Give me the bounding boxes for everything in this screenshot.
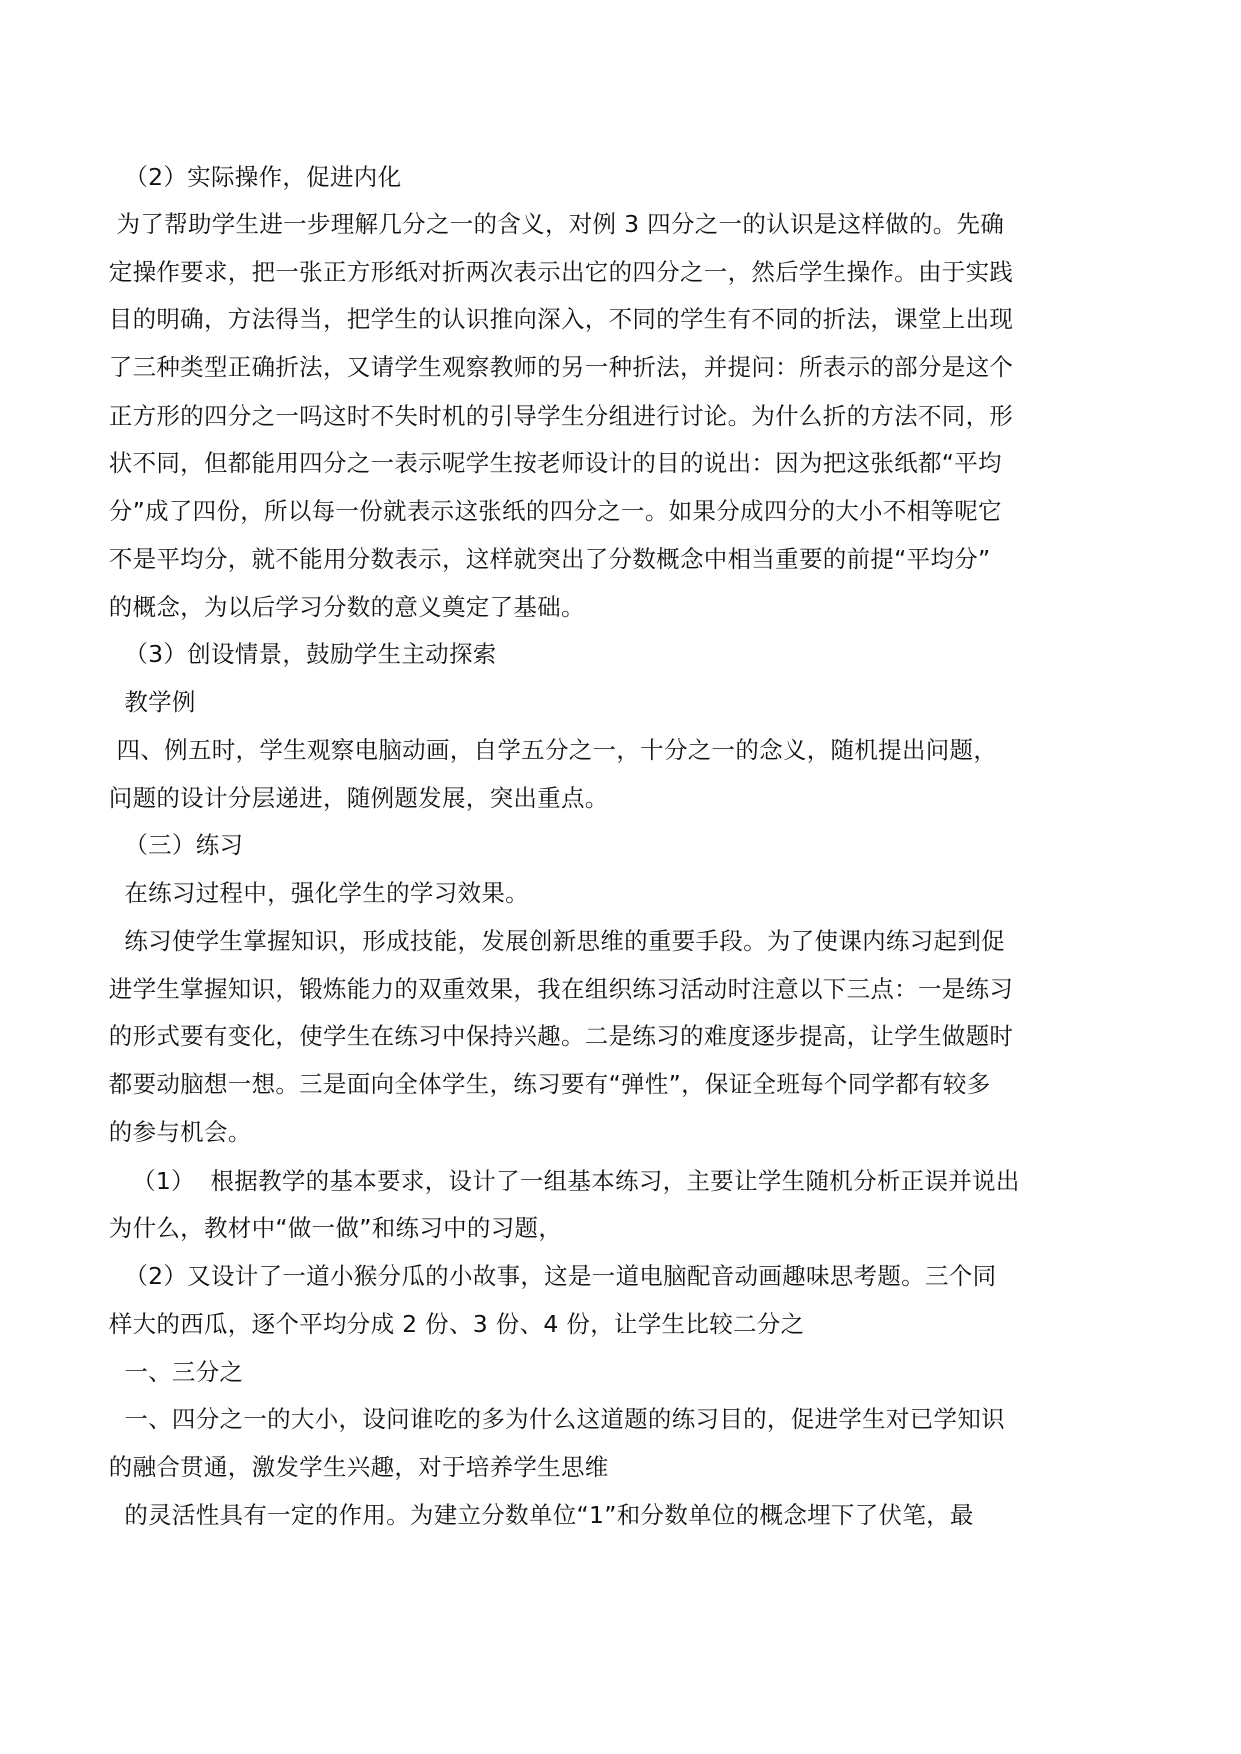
text-line: 的形式要有变化，使学生在练习中保持兴趣。二是练习的难度逐步提高，让学生做题时 — [0, 1022, 1014, 1050]
text-line: （1） 根据教学的基本要求，设计了一组基本练习，主要让学生随机分析正误并说出 — [0, 1167, 1020, 1195]
text-line: 练习使学生掌握知识，形成技能，发展创新思维的重要手段。为了使课内练习起到促 — [0, 927, 1005, 955]
text-line: 了三种类型正确折法，又请学生观察教师的另一种折法，并提问：所表示的部分是这个 — [0, 353, 1014, 381]
text-line: 的概念，为以后学习分数的意义奠定了基础。 — [0, 593, 585, 621]
text-line: 的融合贯通，激发学生兴趣，对于培养学生思维 — [0, 1453, 609, 1481]
text-line: 一、三分之 — [0, 1358, 244, 1386]
text-line: 的灵活性具有一定的作用。为建立分数单位“1”和分数单位的概念埋下了伏笔，最 — [0, 1501, 974, 1529]
text-line: 不是平均分，就不能用分数表示，这样就突出了分数概念中相当重要的前提“平均分” — [0, 545, 991, 573]
text-line: 进学生掌握知识，锻炼能力的双重效果，我在组织练习活动时注意以下三点：一是练习 — [0, 975, 1014, 1003]
text-line: 问题的设计分层递进，随例题发展，突出重点。 — [0, 784, 609, 812]
text-line: 样大的西瓜，逐个平均分成 2 份、3 份、4 份，让学生比较二分之 — [0, 1310, 805, 1338]
text-line: 分”成了四份，所以每一份就表示这张纸的四分之一。如果分成四分的大小不相等呢它 — [0, 497, 1002, 525]
text-line: 为什么，教材中“做一做”和练习中的习题， — [0, 1214, 563, 1242]
text-line: 一、四分之一的大小，设问谁吃的多为什么这道题的练习目的，促进学生对已学知识 — [0, 1405, 1005, 1433]
text-line: （3）创设情景，鼓励学生主动探索 — [0, 640, 497, 668]
text-line: 为了帮助学生进一步理解几分之一的含义，对例 3 四分之一的认识是这样做的。先确 — [0, 210, 1005, 238]
text-line: 都要动脑想一想。三是面向全体学生，练习要有“弹性”，保证全班每个同学都有较多 — [0, 1070, 991, 1098]
text-line: 正方形的四分之一吗这时不失时机的引导学生分组进行讨论。为什么折的方法不同，形 — [0, 402, 1014, 430]
text-line: 在练习过程中，强化学生的学习效果。 — [0, 879, 529, 907]
text-line: （三）练习 — [0, 831, 244, 859]
text-line: （2）实际操作，促进内化 — [0, 163, 402, 191]
text-line: 的参与机会。 — [0, 1118, 252, 1146]
text-line: 定操作要求，把一张正方形纸对折两次表示出它的四分之一，然后学生操作。由于实践 — [0, 258, 1014, 286]
text-line: 状不同，但都能用四分之一表示呢学生按老师设计的目的说出：因为把这张纸都“平均 — [0, 449, 1002, 477]
text-line: 目的明确，方法得当，把学生的认识推向深入，不同的学生有不同的折法，课堂上出现 — [0, 305, 1014, 333]
text-line: （2）又设计了一道小猴分瓜的小故事，这是一道电脑配音动画趣味思考题。三个同 — [0, 1262, 997, 1290]
text-line: 四、例五时，学生观察电脑动画，自学五分之一，十分之一的念义，随机提出问题， — [0, 736, 998, 764]
text-line: 教学例 — [0, 688, 196, 716]
